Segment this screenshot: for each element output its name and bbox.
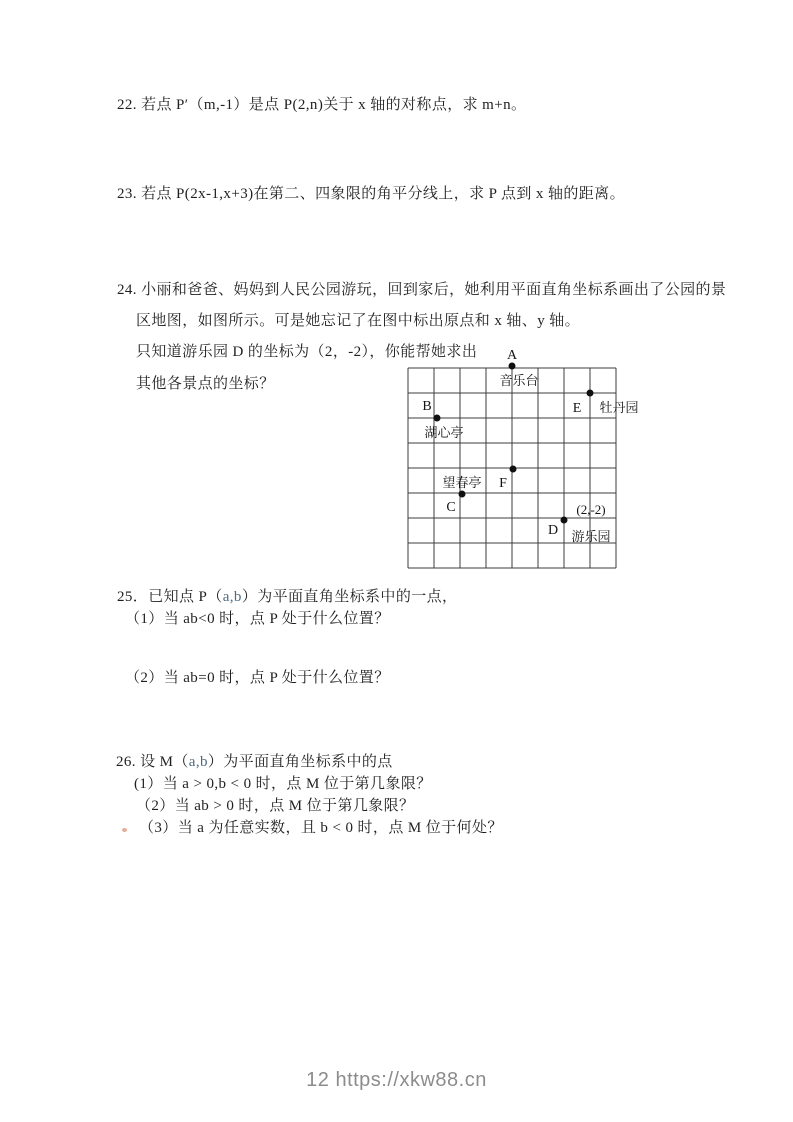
park-map-svg <box>406 346 646 578</box>
question-22-text: 22. 若点 P′（m,-1）是点 P(2,n)关于 x 轴的对称点，求 m+n。 <box>117 97 527 113</box>
wangchun-pavilion-label: 望春亭 <box>442 475 482 490</box>
question-26-title <box>116 754 393 771</box>
question-25-part-2: （2）当 ab=0 时，点 P 处于什么位置？ <box>125 670 390 686</box>
point-d-dot <box>561 517 568 524</box>
point-d-label: D <box>547 523 559 538</box>
peony-garden-label: 牡丹园 <box>599 400 639 415</box>
question-24-line-4: 其他各景点的坐标？ <box>136 376 275 392</box>
question-23-text: 23. 若点 P(2x-1,x+3)在第二、四象限的角平分线上，求 P 点到 x 轴的距离。 <box>117 186 625 202</box>
question-25-part-1: （1）当 ab<0 时，点 P 处于什么位置？ <box>125 611 390 627</box>
question-26-title-pre: 26. 设 M（ <box>116 754 189 770</box>
page-footer-watermark: 12 https://xkw88.cn <box>306 1069 487 1091</box>
question-25-title-pre: 25．已知点 P（ <box>117 589 223 605</box>
park-map-diagram <box>406 346 646 578</box>
point-a-label: A <box>506 348 518 363</box>
point-c-label: C <box>446 500 456 515</box>
question-24-line-2: 区地图，如图所示。可是她忘记了在图中标出原点和 x 轴、y 轴。 <box>136 313 581 329</box>
question-24-line-1: 24. 小丽和爸爸、妈妈到人民公园游玩，回到家后，她利用平面直角坐标系画出了公园的景 <box>117 282 727 298</box>
point-d-coordinate-label: (2,-2) <box>576 502 606 517</box>
point-e-label: E <box>572 401 582 416</box>
question-26-part-2: （2）当 ab > 0 时，点 M 位于第几象限？ <box>136 798 415 814</box>
question-26-title-var: a,b <box>188 754 208 770</box>
amusement-park-label: 游乐园 <box>571 529 611 544</box>
question-26-part-1: (1）当 a > 0,b < 0 时，点 M 位于第几象限？ <box>134 776 432 792</box>
point-e-dot <box>587 390 594 397</box>
lake-pavilion-label: 湖心亭 <box>424 425 464 440</box>
point-a-dot <box>509 363 516 370</box>
music-stage-label: 音乐台 <box>499 373 539 388</box>
point-b-dot <box>434 415 441 422</box>
question-26-title-post: ）为平面直角坐标系中的点 <box>207 754 393 770</box>
point-c-dot <box>459 491 466 498</box>
question-25-title-var: a,b <box>222 589 242 605</box>
point-f-label: F <box>499 476 507 491</box>
point-f-dot <box>510 466 517 473</box>
question-24-line-3: 只知道游乐园 D 的坐标为（2，-2），你能帮她求出 <box>136 344 478 360</box>
question-25-title-post: ）为平面直角坐标系中的一点， <box>241 589 458 605</box>
question-25-title <box>117 589 457 606</box>
question-26-part-3: （3）当 a 为任意实数，且 b < 0 时，点 M 位于何处？ <box>139 820 503 836</box>
stray-mark <box>122 828 127 832</box>
point-b-label: B <box>422 399 432 414</box>
